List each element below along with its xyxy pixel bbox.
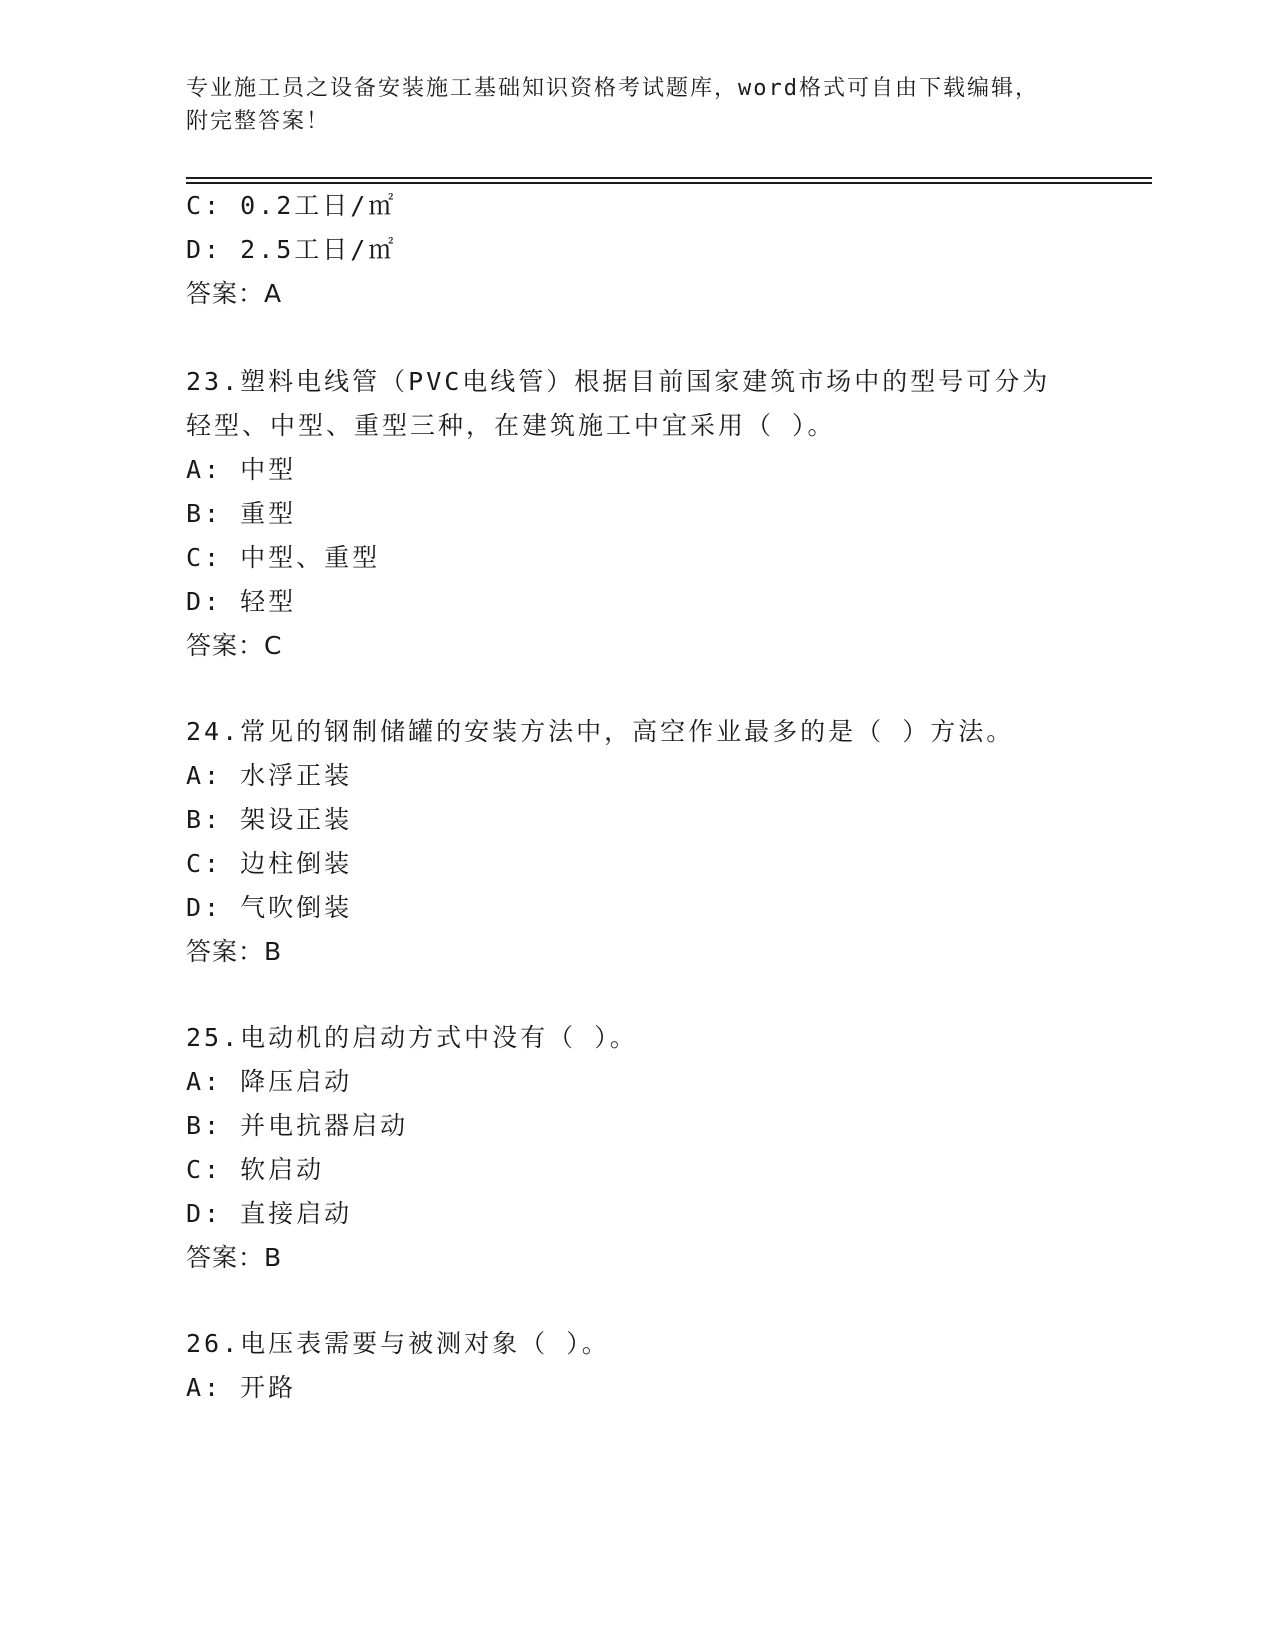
q23-stem-line-2: 轻型、中型、重型三种，在建筑施工中宜采用（ ）。	[186, 411, 836, 440]
q23-option-a: A: 中型	[186, 455, 297, 484]
header-rule-bottom	[186, 182, 1152, 184]
q23-option-c: C: 中型、重型	[186, 543, 381, 572]
q24-option-b: B: 架设正装	[186, 805, 353, 834]
q26-stem-line-1: 26.电压表需要与被测对象（ ）。	[186, 1329, 610, 1358]
header-rule-top	[186, 177, 1152, 179]
q25-answer: 答案：B	[186, 1243, 283, 1272]
q24-answer: 答案：B	[186, 937, 283, 966]
q24-option-a: A: 水浮正装	[186, 761, 353, 790]
q23-option-d: D: 轻型	[186, 587, 297, 616]
header-line-1: 专业施工员之设备安装施工基础知识资格考试题库，word格式可自由下载编辑，	[186, 76, 1039, 101]
q23-stem-line-1: 23.塑料电线管（PVC电线管）根据目前国家建筑市场中的型号可分为	[186, 367, 1051, 396]
q24-option-c: C: 边柱倒装	[186, 849, 353, 878]
q25-option-d: D: 直接启动	[186, 1199, 353, 1228]
q24-option-d: D: 气吹倒装	[186, 893, 353, 922]
prev-option-d: D: 2.5工日/㎡	[186, 235, 397, 264]
q25-option-a: A: 降压启动	[186, 1067, 353, 1096]
q23-option-b: B: 重型	[186, 499, 297, 528]
q25-option-b: B: 并电抗器启动	[186, 1111, 409, 1140]
q23-answer: 答案：C	[186, 631, 283, 660]
q25-option-c: C: 软启动	[186, 1155, 325, 1184]
q26-option-a: A: 开路	[186, 1373, 297, 1402]
document-header	[186, 72, 1086, 138]
q25-stem-line-1: 25.电动机的启动方式中没有（ ）。	[186, 1023, 638, 1052]
header-line-2: 附完整答案！	[186, 109, 331, 134]
prev-answer: 答案：A	[186, 279, 283, 308]
prev-option-c: C: 0.2工日/㎡	[186, 191, 397, 220]
q24-stem-line-1: 24.常见的钢制储罐的安装方法中，高空作业最多的是（ ）方法。	[186, 717, 1015, 746]
